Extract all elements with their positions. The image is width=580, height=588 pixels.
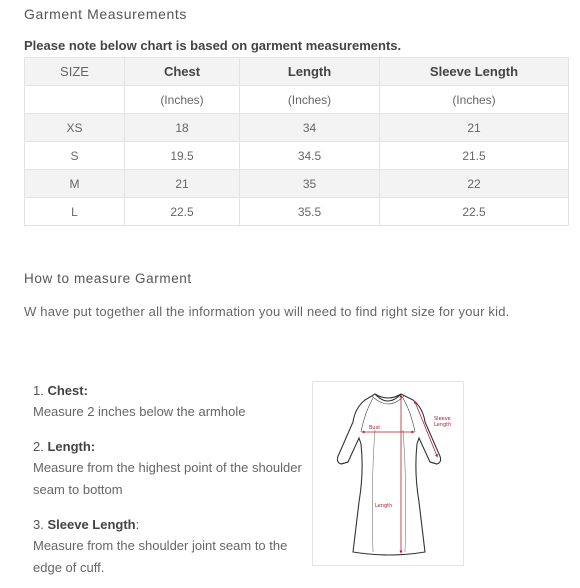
size-cell: S: [25, 142, 125, 170]
unit-cell: (Inches): [125, 86, 240, 114]
table-units-row: [25, 86, 569, 114]
howto-title: How to measure Garment: [24, 271, 192, 286]
step-label: Chest:: [47, 383, 88, 398]
step-length-text: Measure from the highest point of the shoulder seam to bottom: [33, 460, 302, 497]
sleeve-label: Length: [434, 422, 452, 428]
chart-note: Please note below chart is based on garment measurements.: [24, 38, 402, 53]
chest-cell: 18: [125, 114, 240, 142]
step-length-heading: [33, 437, 303, 457]
step-number: 1.: [33, 383, 44, 398]
table-row: [25, 114, 569, 142]
header-chest: Chest: [125, 58, 240, 86]
chest-cell: 19.5: [125, 142, 240, 170]
size-cell: L: [25, 198, 125, 226]
dress-outline: [337, 394, 440, 555]
table-row: [25, 142, 569, 170]
page-title: Garment Measurements: [24, 6, 187, 22]
sleeve-cell: 21: [380, 114, 569, 142]
step-number: 2.: [33, 439, 44, 454]
bust-label: Bust: [369, 425, 381, 431]
size-cell: XS: [25, 114, 125, 142]
length-cell: 34: [240, 114, 380, 142]
step-label-suffix: :: [135, 517, 140, 532]
step-number: 3.: [33, 517, 44, 532]
howto-intro: W have put together all the information you will need to find right size for your kid.: [24, 304, 510, 319]
unit-cell: (Inches): [240, 86, 380, 114]
sleeve-cell: 22.5: [380, 198, 569, 226]
length-cell: 35.5: [240, 198, 380, 226]
length-cell: 34.5: [240, 142, 380, 170]
length-label: Length: [375, 503, 393, 509]
step-label: Sleeve Length: [47, 517, 136, 532]
table-row: [25, 170, 569, 198]
measure-steps: [33, 381, 303, 579]
size-chart-table: [24, 57, 569, 226]
table-row: [25, 198, 569, 226]
sleeve-cell: 21.5: [380, 142, 569, 170]
chest-cell: 21: [125, 170, 240, 198]
step-label: Length:: [47, 439, 96, 454]
length-cell: 35: [240, 170, 380, 198]
step-chest-heading: [33, 381, 303, 401]
sleeve-cell: 22: [380, 170, 569, 198]
step-sleeve-text: Measure from the shoulder joint seam to the edge of cuff.: [33, 538, 288, 575]
step-chest-text: Measure 2 inches below the armhole: [33, 404, 246, 419]
chest-cell: 22.5: [125, 198, 240, 226]
unit-cell: (Inches): [380, 86, 569, 114]
header-sleeve-length: Sleeve Length: [380, 58, 569, 86]
header-size: SIZE: [25, 58, 125, 86]
sleeve-label: Sleeve: [434, 416, 451, 422]
unit-cell: [25, 86, 125, 114]
dress-illustration: [313, 382, 463, 565]
header-length: Length: [240, 58, 380, 86]
step-sleeve-heading: [33, 515, 303, 535]
dress-diagram: [312, 381, 464, 566]
size-cell: M: [25, 170, 125, 198]
table-header-row: [25, 58, 569, 86]
